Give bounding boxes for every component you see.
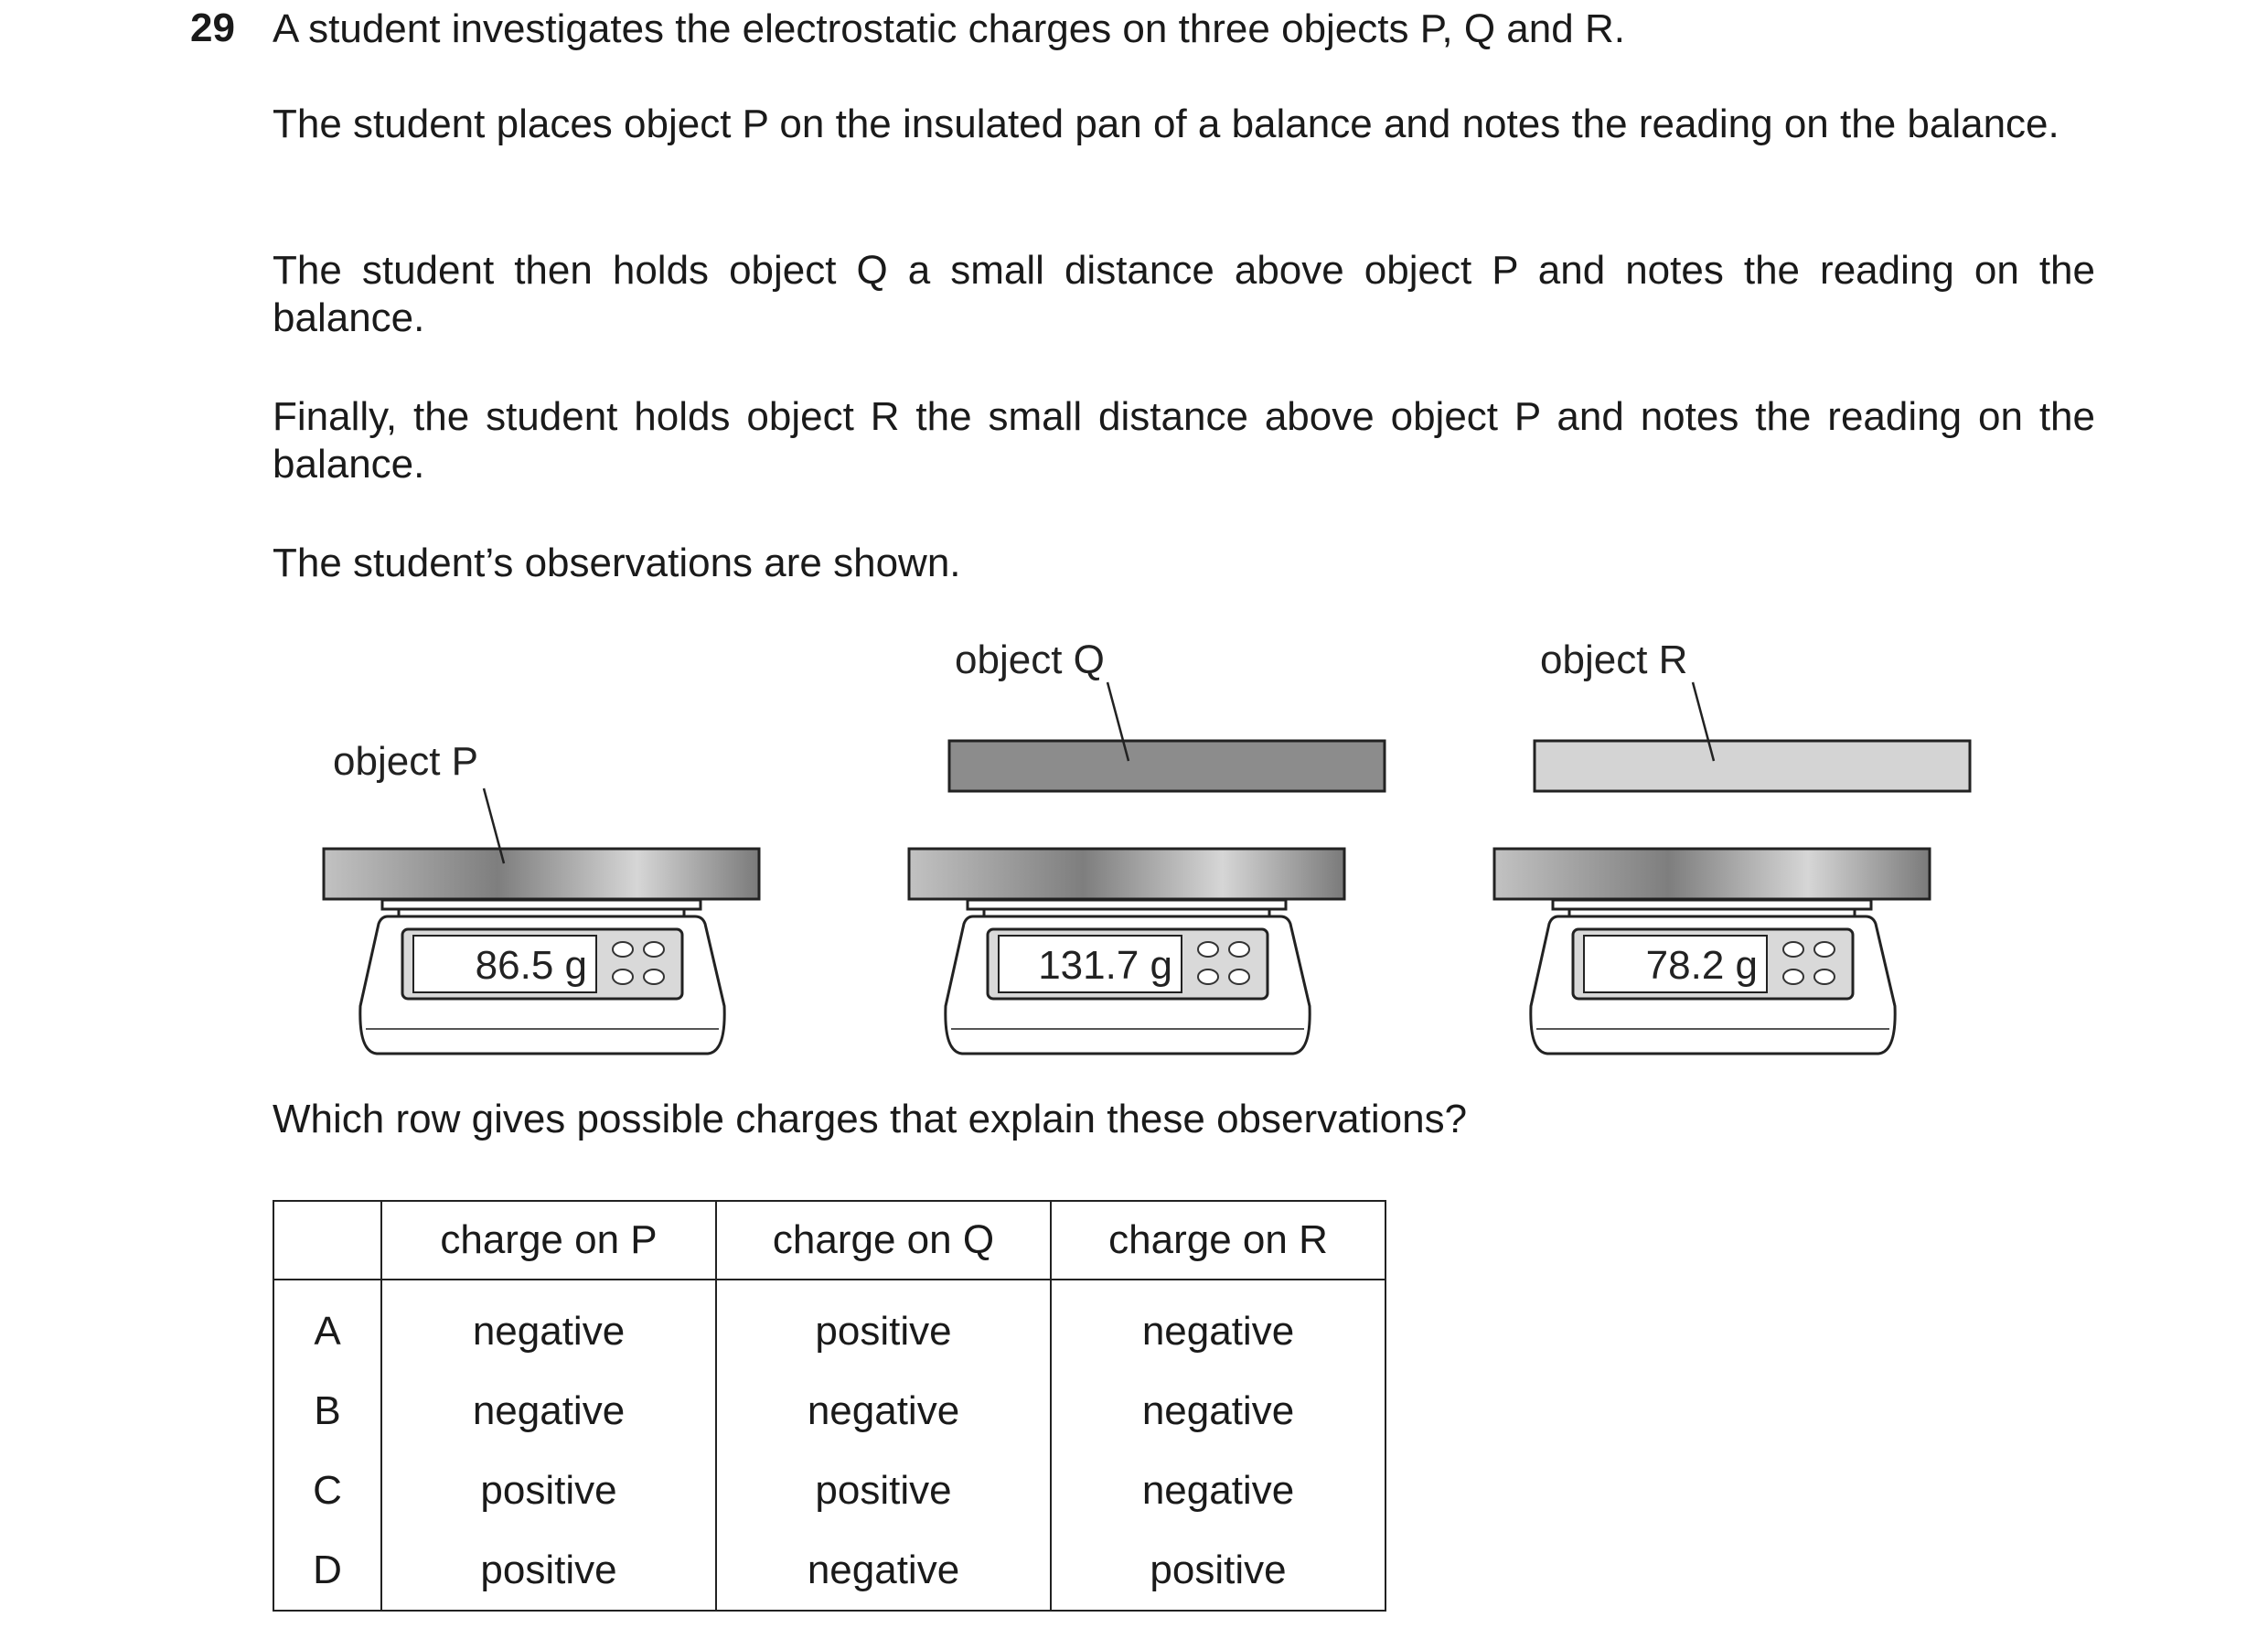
observations-paragraph: The student’s observations are shown. bbox=[273, 541, 961, 585]
table-row bbox=[273, 1371, 1385, 1451]
charge-p-cell: positive bbox=[381, 1530, 716, 1611]
balance-p-reading: 86.5 g bbox=[475, 943, 587, 988]
table-header-r: charge on R bbox=[1051, 1201, 1385, 1280]
option-key: C bbox=[273, 1451, 381, 1530]
charge-r-cell: negative bbox=[1051, 1451, 1385, 1530]
charge-q-cell: positive bbox=[716, 1280, 1051, 1371]
step-three-paragraph: Finally, the student holds object R the small distance above object P and notes the reading on the balance. bbox=[273, 394, 2095, 487]
step-one-paragraph: The student places object P on the insulated pan of a balance and notes the reading on the balance. bbox=[273, 102, 2059, 146]
charge-r-cell: negative bbox=[1051, 1371, 1385, 1451]
charge-p-cell: negative bbox=[381, 1371, 716, 1451]
table-header-key bbox=[273, 1201, 381, 1280]
table-header-row bbox=[273, 1201, 1385, 1280]
charge-p-cell: positive bbox=[381, 1451, 716, 1530]
table-header-p: charge on P bbox=[381, 1201, 716, 1280]
balance-q bbox=[909, 849, 1344, 1054]
option-key: B bbox=[273, 1371, 381, 1451]
balance-r-reading: 78.2 g bbox=[1645, 943, 1758, 988]
charge-p-cell: negative bbox=[381, 1280, 716, 1371]
balance-r bbox=[1494, 849, 1930, 1054]
balance-q-reading: 131.7 g bbox=[1038, 943, 1172, 988]
object-p-rod bbox=[324, 849, 759, 899]
object-r-rod bbox=[1535, 741, 1970, 791]
table-row bbox=[273, 1451, 1385, 1530]
answer-table bbox=[273, 1200, 1386, 1612]
charge-r-cell: negative bbox=[1051, 1280, 1385, 1371]
charge-q-cell: negative bbox=[716, 1530, 1051, 1611]
intro-paragraph: A student investigates the electrostatic charges on three objects P, Q and R. bbox=[273, 6, 1625, 51]
balance-p bbox=[324, 849, 759, 1054]
balance-figure bbox=[0, 622, 2268, 1098]
object-q-label: object Q bbox=[955, 637, 1105, 682]
question-number: 29 bbox=[190, 5, 235, 50]
step-two-paragraph: The student then holds object Q a small distance above object P and notes the reading on the balance. bbox=[273, 248, 2095, 340]
charge-q-cell: negative bbox=[716, 1371, 1051, 1451]
question-prompt: Which row gives possible charges that explain these observations? bbox=[273, 1097, 1468, 1141]
option-key: D bbox=[273, 1530, 381, 1611]
charge-q-cell: positive bbox=[716, 1451, 1051, 1530]
table-header-q: charge on Q bbox=[716, 1201, 1051, 1280]
table-row bbox=[273, 1530, 1385, 1611]
option-key: A bbox=[273, 1280, 381, 1371]
object-q-rod bbox=[949, 741, 1385, 791]
object-r-label: object R bbox=[1540, 637, 1688, 682]
object-p-label: object P bbox=[333, 739, 478, 784]
table-row bbox=[273, 1280, 1385, 1371]
charge-r-cell: positive bbox=[1051, 1530, 1385, 1611]
